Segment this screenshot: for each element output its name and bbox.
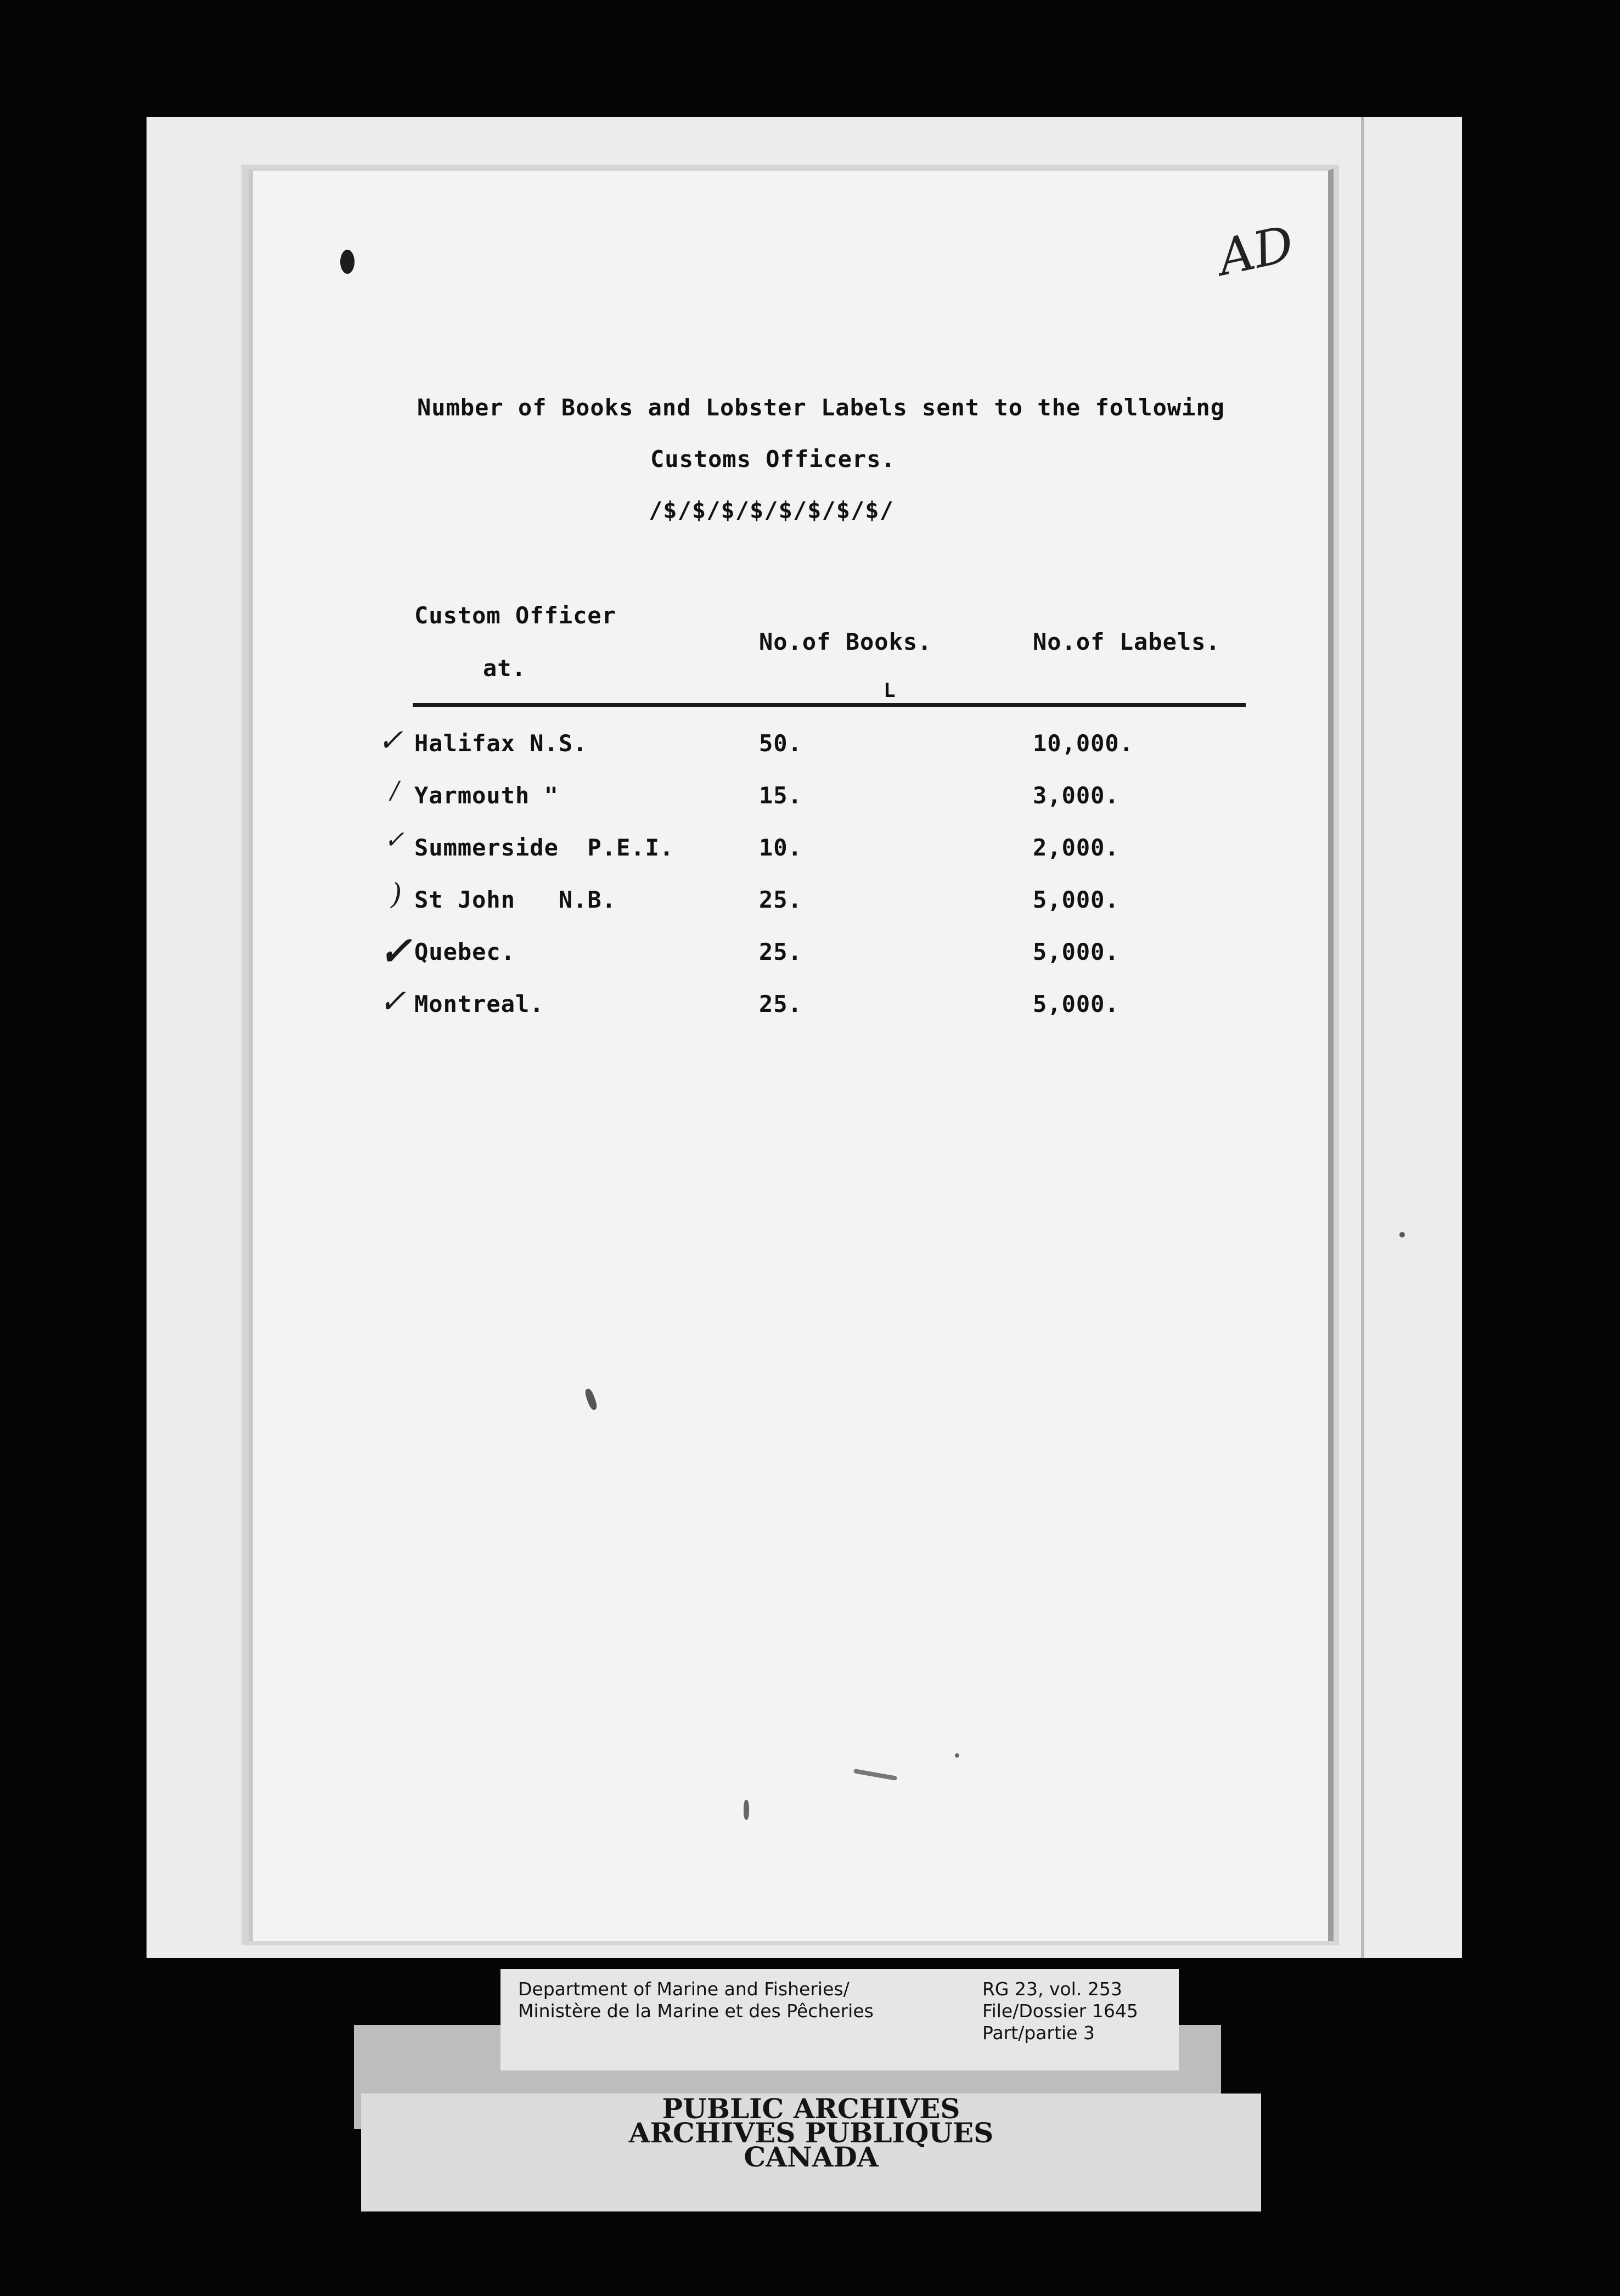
row-books: 50.	[759, 730, 802, 757]
header-number-of-books: No.of Books.	[759, 628, 932, 655]
row-officer: Halifax N.S.	[414, 730, 588, 757]
row-labels: 3,000.	[1033, 782, 1120, 809]
reference-file: File/Dossier 1645	[982, 2000, 1138, 2022]
stamp-line-public-archives: PUBLIC ARCHIVES	[662, 2092, 960, 2125]
hole-punch-mark	[340, 250, 355, 274]
row-books: 25.	[759, 886, 802, 913]
row-officer: St John N.B.	[414, 886, 617, 913]
paper-speck	[1399, 1232, 1405, 1237]
document-title-line-2: Customs Officers.	[650, 446, 896, 472]
row-labels: 5,000.	[1033, 938, 1120, 965]
header-custom-officer: Custom Officer	[414, 602, 617, 629]
row-officer: Quebec.	[414, 938, 516, 965]
row-officer: Yarmouth "	[414, 782, 559, 809]
corner-handwritten-mark: AD	[1213, 215, 1299, 288]
public-archives-stamp	[361, 2094, 1261, 2211]
header-rule	[413, 703, 1246, 707]
header-custom-officer-at: at.	[483, 655, 526, 682]
check-mark: ✓	[378, 723, 403, 758]
check-mark: ✓	[384, 826, 404, 854]
document-title-line-1: Number of Books and Lobster Labels sent to the following	[417, 394, 1225, 421]
reference-part: Part/partie 3	[982, 2022, 1095, 2044]
check-mark: ✓	[379, 982, 407, 1021]
sheet-fold-line	[1361, 117, 1364, 1958]
stamp-line-canada: CANADA	[744, 2141, 879, 2173]
document-title-line-3: /$/$/$/$/$/$/$/$/	[649, 497, 894, 524]
archive-reference-label	[500, 1969, 1179, 2070]
document-page	[249, 168, 1334, 1941]
header-number-of-labels: No.of Labels.	[1033, 628, 1220, 655]
check-mark: /	[391, 776, 399, 804]
row-officer: Montreal.	[414, 991, 544, 1017]
check-mark: )	[391, 878, 402, 911]
department-french: Ministère de la Marine et des Pêcheries	[518, 2000, 874, 2022]
row-books: 25.	[759, 991, 802, 1017]
header-column-mark: L	[884, 679, 896, 702]
row-books: 25.	[759, 938, 802, 965]
department-english: Department of Marine and Fisheries/	[518, 1978, 850, 2000]
stamp-line-archives-publiques: ARCHIVES PUBLIQUES	[628, 2117, 994, 2149]
row-labels: 5,000.	[1033, 886, 1120, 913]
paper-speck	[744, 1800, 749, 1820]
row-officer: Summerside P.E.I.	[414, 834, 674, 861]
paper-speck	[955, 1753, 959, 1758]
reference-record-group: RG 23, vol. 253	[982, 1978, 1122, 2000]
row-labels: 5,000.	[1033, 991, 1120, 1017]
check-mark: ✓	[379, 927, 412, 974]
row-labels: 2,000.	[1033, 834, 1120, 861]
row-books: 15.	[759, 782, 802, 809]
row-labels: 10,000.	[1033, 730, 1134, 757]
row-books: 10.	[759, 834, 802, 861]
